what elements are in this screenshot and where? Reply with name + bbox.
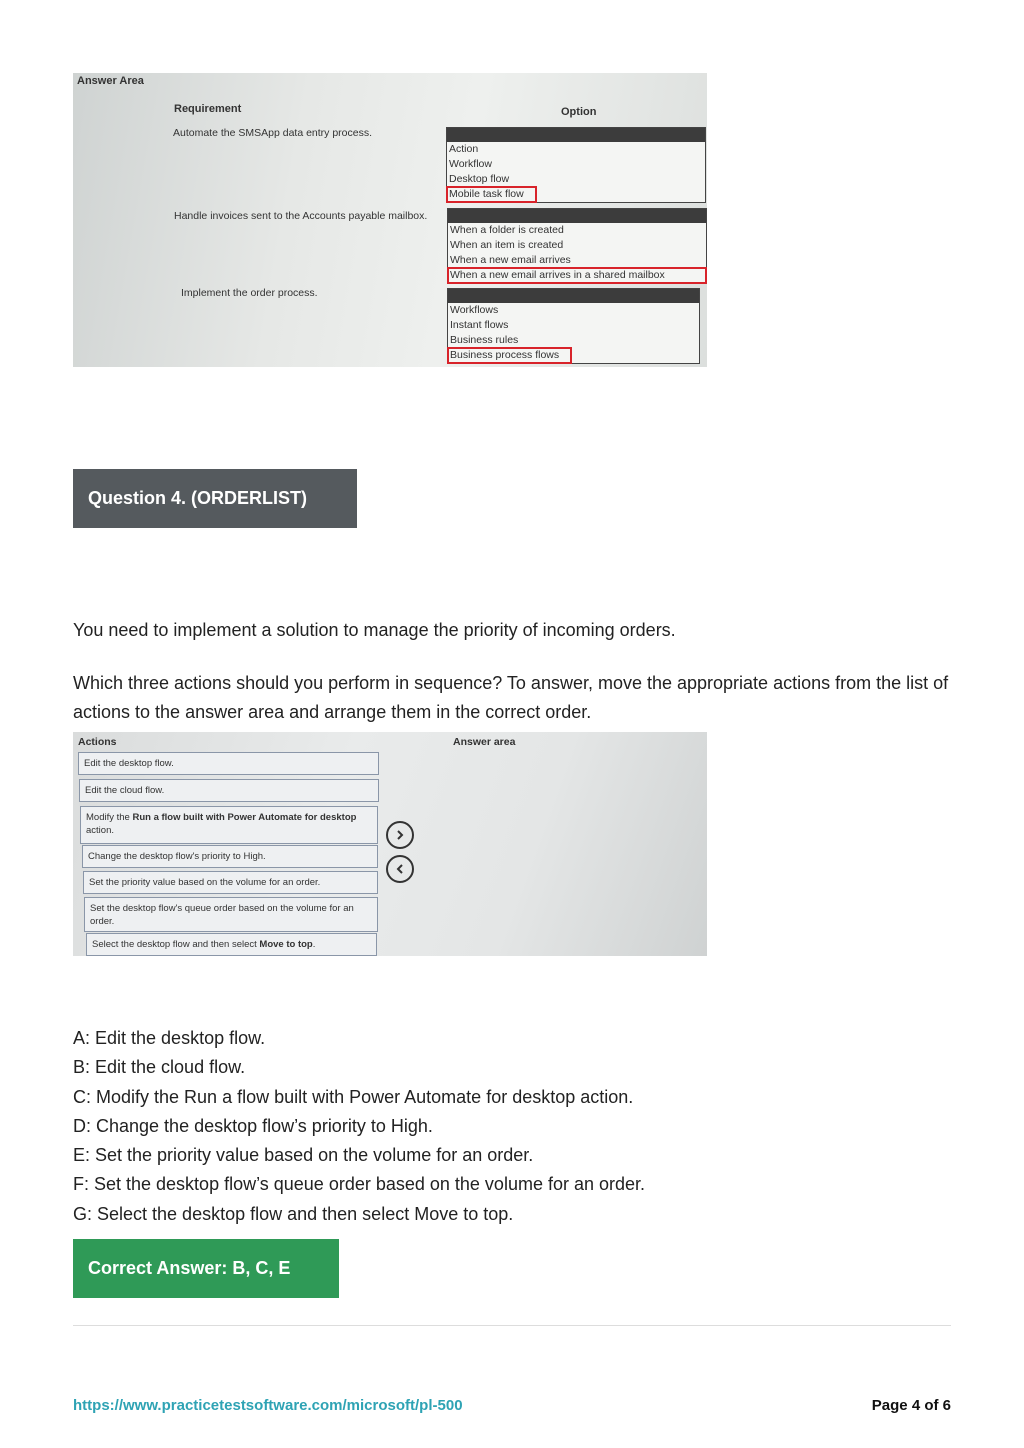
option-2-3: When a new email arrives [450,254,571,266]
requirement-header: Requirement [174,103,242,115]
option-f: F: Set the desktop flow’s queue order based on the volume for an order. [73,1174,646,1195]
option-box-3 [447,288,700,364]
question-paragraph-2: Which three actions should you perform in sequence? To answer, move the appropriate actions from the list of actions to the answer area and arrange them in the correct order. [73,673,949,722]
action-item-d[interactable] [82,845,378,868]
action-item-g-pre: Select the desktop flow and then select [92,939,260,950]
answer-area-title: Answer Area [77,75,144,87]
action-item-e[interactable] [83,871,378,894]
action-item-c-pre: Modify the [86,812,133,823]
option-box-2 [447,208,707,284]
option-1-3: Desktop flow [449,173,510,185]
option-3-4-selected: Business process flows [448,348,571,363]
answer-area-image [73,73,707,367]
option-d: D: Change the desktop flow’s priority to High. [73,1115,433,1136]
action-item-g-post: . [312,939,316,950]
option-2-1: When a folder is created [450,224,564,236]
action-item-c-bold: Run a flow built with Power Automate for desktop [132,812,357,823]
actions-header: Actions [78,736,117,748]
footer-divider [73,1325,951,1326]
requirement-1: Automate the SMSApp data entry process. [173,127,373,139]
action-item-f-label: Set the desktop flow's queue order based on the volume for an order. [90,903,354,927]
option-b: B: Edit the cloud flow. [73,1057,246,1078]
option-c: C: Modify the Run a flow built with Power Automate for desktop action. [73,1086,634,1107]
option-box-1 [446,127,706,203]
action-item-g[interactable] [86,933,377,956]
action-item-a-label: Edit the desktop flow. [84,758,174,769]
page-number: Page 4 of 6 [871,1397,951,1414]
action-item-a[interactable] [78,752,379,775]
option-2-4-selected: When a new email arrives in a shared mailbox [448,268,706,283]
action-item-f[interactable] [84,897,378,932]
action-item-b[interactable] [79,779,379,802]
chevron-right-icon [394,829,406,841]
option-1-4-selected: Mobile task flow [447,187,536,202]
option-1-1: Action [449,143,479,155]
option-header: Option [561,106,597,118]
footer-url-link[interactable]: https://www.practicetestsoftware.com/microsoft/pl-500 [73,1397,463,1414]
chevron-left-icon [394,863,406,875]
option-a: A: Edit the desktop flow. [73,1028,266,1048]
action-item-e-label: Set the priority value based on the volume for an order. [89,877,321,888]
option-g: G: Select the desktop flow and then select Move to top. [73,1203,514,1224]
action-item-b-label: Edit the cloud flow. [85,785,165,796]
answer-area-header: Answer area [453,736,516,748]
option-3-3: Business rules [450,334,519,346]
requirement-2: Handle invoices sent to the Accounts payable mailbox. [174,210,428,222]
option-3-1: Workflows [450,304,499,316]
correct-answer-badge: Correct Answer: B, C, E [73,1239,339,1298]
option-3-2: Instant flows [450,319,509,331]
option-2-2: When an item is created [450,239,564,251]
action-item-c[interactable] [80,806,378,844]
action-item-c-post: action. [86,825,114,836]
move-right-button[interactable] [386,821,414,849]
action-item-g-bold: Move to top [259,939,313,950]
option-1-2: Workflow [449,158,492,170]
option-e: E: Set the priority value based on the volume for an order. [73,1145,534,1166]
actions-image [73,732,707,956]
action-item-d-label: Change the desktop flow's priority to High. [88,851,266,862]
question-paragraph-1: You need to implement a solution to manage the priority of incoming orders. [73,620,676,640]
answer-options-list [73,1024,645,1229]
question-label: Question 4. (ORDERLIST) [73,469,357,528]
requirement-3: Implement the order process. [181,287,318,299]
move-left-button[interactable] [386,855,414,883]
